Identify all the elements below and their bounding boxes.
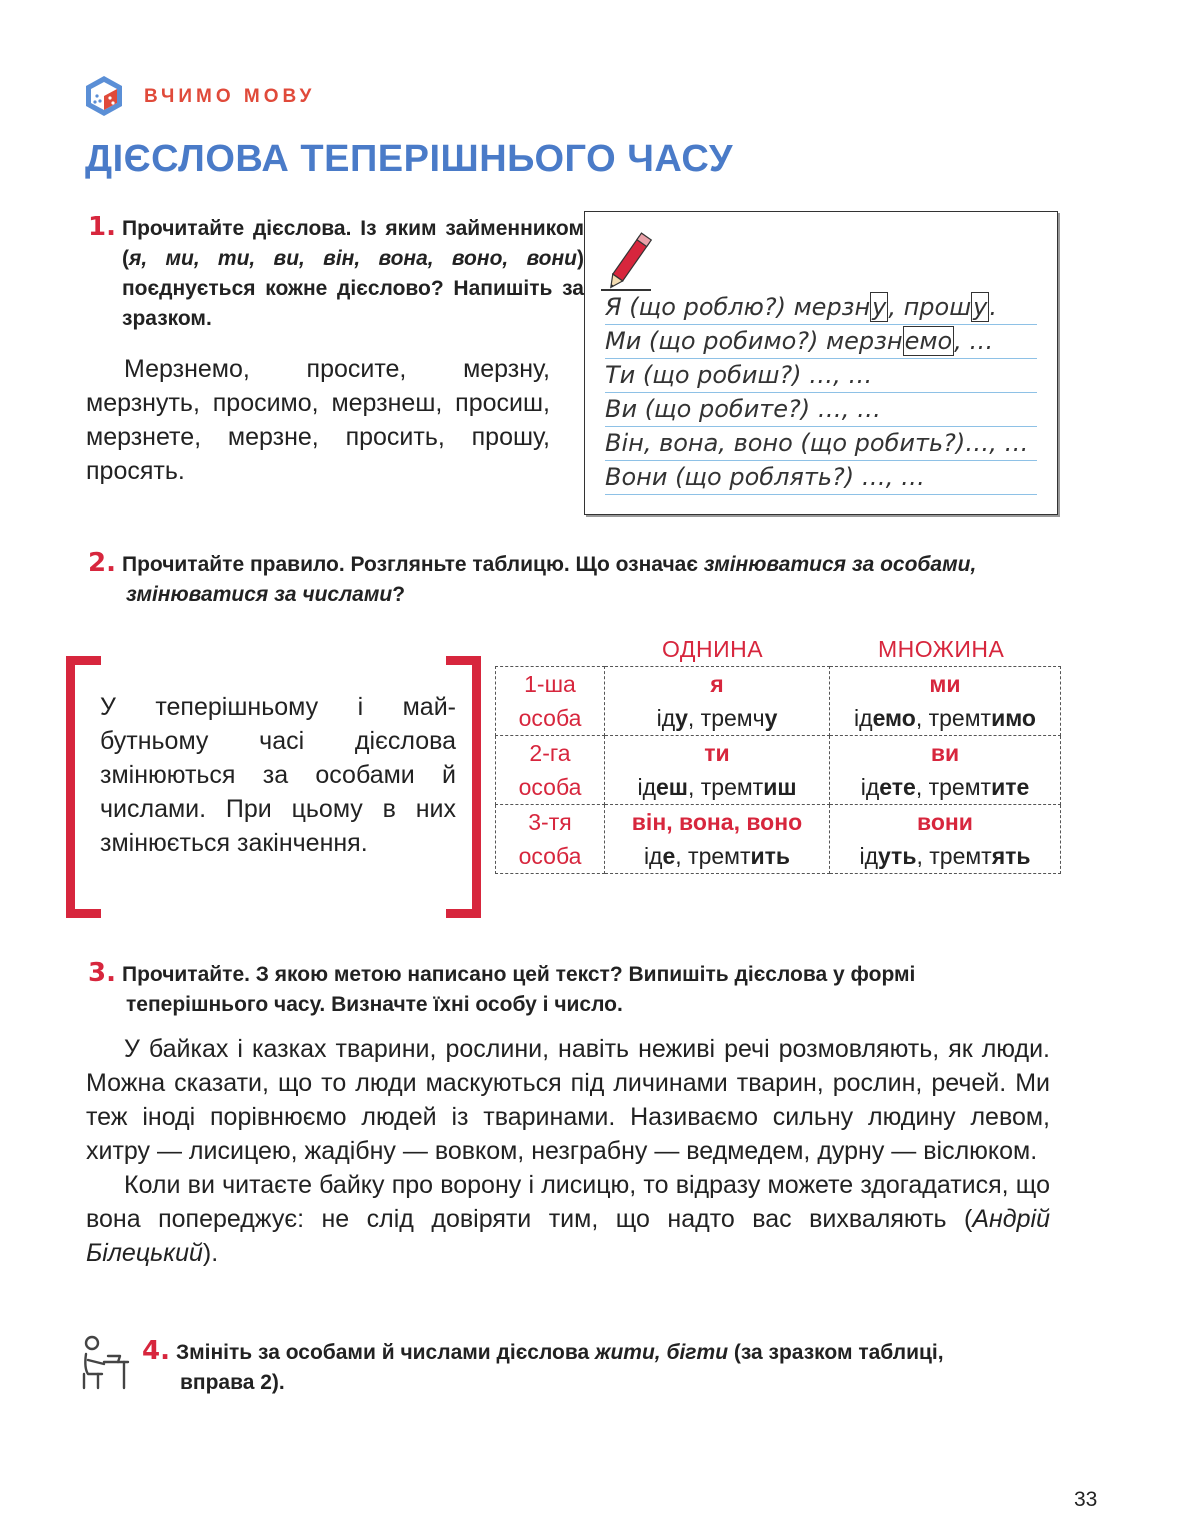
ex3-p2-end: ). <box>202 1239 219 1267</box>
page-number: 33 <box>1074 1488 1098 1511</box>
person-word: особа <box>518 705 582 731</box>
table-head-plural: МНОЖИНА <box>878 636 1005 662</box>
singular-cell <box>605 805 830 874</box>
plural-cell <box>830 805 1061 874</box>
student-at-desk-icon <box>74 1334 132 1392</box>
form-ending: у <box>675 705 688 731</box>
form-stem: ід <box>860 774 880 800</box>
plural-cell <box>830 667 1061 736</box>
form-ending: ить <box>750 843 791 869</box>
ex3-text <box>86 1032 1050 1270</box>
ex1-task-text-a: Прочитайте дієслова. Із яким займенником ( <box>121 217 584 270</box>
plural-cell <box>830 736 1061 805</box>
notebook-line-6: Вони (що роблять?) …, … <box>605 460 1037 495</box>
person-cell <box>496 736 605 805</box>
ex1-words-text: Мерзнемо, просите, мерзну, мерзнуть, просимо, мерзнеш, просиш, мерзнете, мерзне, просить, прошу, просять. <box>86 355 550 485</box>
plural-forms <box>830 701 1060 735</box>
singular-pronoun: він, вона, воно <box>631 809 803 835</box>
plural-pronoun: ми <box>929 671 961 697</box>
page-title: ДІЄСЛОВА ТЕПЕРІШНЬОГО ЧАСУ <box>85 138 733 180</box>
ex2-task-text-b: ? <box>392 583 406 606</box>
ex3-paragraph-2 <box>86 1168 1050 1270</box>
form-ending: еш <box>656 774 688 800</box>
ex4-number: 4. <box>142 1336 170 1366</box>
form-ending: уть <box>877 843 917 869</box>
nb2-ending: емо <box>904 327 953 355</box>
nb2-c: , … <box>954 327 994 355</box>
notebook-sample <box>584 211 1058 515</box>
table-head-singular: ОДНИНА <box>662 636 764 662</box>
ex4-task <box>142 1336 1020 1398</box>
person-number: 1-ша <box>524 671 576 697</box>
notebook-line-4: Ви (що робите?) …, … <box>605 392 1037 427</box>
form-ending: у <box>764 705 778 731</box>
person-number: 2-га <box>529 740 571 766</box>
person-cell <box>496 805 605 874</box>
nb2-a: Ми (що робимо?) мерзн <box>605 327 903 355</box>
ex3-p2-text: Коли ви читаєте байку про ворону і лисицю, то відразу можете здогадатися, що вона попереджує: не слід довіряти тим, що надто вас вихваляють ( <box>86 1171 1050 1233</box>
conjugation-table <box>495 666 1061 874</box>
ex2-task-text-a: Прочитайте правило. Розгляньте таблицю. Що означає <box>121 553 704 576</box>
form-ending: е <box>662 843 676 869</box>
ex2-task-italic: змінюватися за особами, змінюватися за числами <box>126 553 977 606</box>
table-row <box>496 736 1061 805</box>
nb1-ending-1: у <box>872 293 887 321</box>
rule-text: У теперішньому і майбутньому часі дієслова змінюються за особами й числами. При цьому в них змінюється закінчення. <box>100 693 456 857</box>
nb1-ending-2: у <box>973 293 988 321</box>
ex3-number: 3. <box>88 958 116 988</box>
notebook-line-2 <box>605 324 1037 359</box>
ex1-words <box>86 352 550 488</box>
form-ending: ите <box>991 774 1030 800</box>
person-word: особа <box>518 774 582 800</box>
ex4-task-italic: жити, бігти <box>595 1341 729 1364</box>
nb1-e: . <box>989 293 998 321</box>
person-word: особа <box>518 843 582 869</box>
ex4-task-text-a: Змініть за особами й числами дієслова <box>175 1341 596 1364</box>
person-number: 3-тя <box>528 809 572 835</box>
singular-forms <box>605 701 829 735</box>
ex3-paragraph-1: У байках і казках тварини, рослини, навіть неживі речі розмовляють, як люди. Можна сказати, що то люди маскуються під личинами тварин, рослин, речей. Ми теж іноді порівнюємо людей із тваринами. Називаємо сильну людину левом, хитру — лисицею, жадібну — вовком, незграбну — ведмедем, дурну — віслюком. <box>86 1035 1050 1165</box>
form-ending: имо <box>991 705 1036 731</box>
singular-pronoun: ти <box>704 740 730 766</box>
notebook-line-3: Ти (що робиш?) …, … <box>605 358 1037 393</box>
ex3-task <box>88 958 1006 1020</box>
ex2-number: 2. <box>88 548 116 578</box>
singular-forms <box>605 770 829 804</box>
ex1-task-pronouns: я, ми, ти, ви, він, вона, воно, вони <box>129 247 577 270</box>
rule-bracket-left <box>66 656 101 918</box>
plural-pronoun: вони <box>917 809 973 835</box>
dice-cube-icon <box>84 74 124 118</box>
plural-forms <box>830 770 1060 804</box>
form-stem: ід <box>859 843 878 869</box>
table-row <box>496 667 1061 736</box>
singular-forms <box>605 839 829 873</box>
person-cell <box>496 667 605 736</box>
form-ending: ять <box>991 843 1031 869</box>
notebook-line-5: Він, вона, воно (що робить?)…, … <box>605 426 1037 461</box>
plural-forms <box>830 839 1060 873</box>
nb1-a: Я (що роблю?) мерзн <box>605 293 871 321</box>
singular-pronoun: я <box>710 671 724 697</box>
notebook-line-1 <box>605 290 1037 325</box>
form-stem: , тремт <box>915 705 992 731</box>
form-stem: ід <box>656 705 676 731</box>
nb1-c: , прош <box>888 293 972 321</box>
form-ending: ете <box>879 774 916 800</box>
form-stem: , тремт <box>915 774 992 800</box>
form-ending: емо <box>872 705 916 731</box>
form-ending: иш <box>763 774 797 800</box>
form-stem: ід <box>854 705 873 731</box>
table-row <box>496 805 1061 874</box>
ex4-task-text-b: (за зразком таблиці, вправа 2). <box>180 1341 944 1394</box>
ex3-task-text: Прочитайте. З якою метою написано цей текст? Випишіть дієслова у формі теперішнього часу. Визначте їхні особу і число. <box>121 963 916 1016</box>
ex1-task-text-b: ) поєднується кожне дієслово? Напишіть за зразком. <box>122 247 584 330</box>
singular-cell <box>605 736 830 805</box>
pencil-icon <box>599 218 669 294</box>
form-stem: , тремт <box>675 843 751 869</box>
form-stem: ід <box>643 843 663 869</box>
plural-pronoun: ви <box>930 740 960 766</box>
section-label: ВЧИМО МОВУ <box>144 86 316 107</box>
form-stem: , тремч <box>687 705 765 731</box>
ex2-task <box>88 548 1006 610</box>
ex1-number: 1. <box>88 212 116 242</box>
ex1-task <box>88 212 584 334</box>
singular-cell <box>605 667 830 736</box>
form-stem: , тремт <box>916 843 992 869</box>
ex3-author: Андрій Білецький <box>86 1205 1050 1267</box>
form-stem: , тремт <box>687 774 764 800</box>
form-stem: ід <box>637 774 656 800</box>
